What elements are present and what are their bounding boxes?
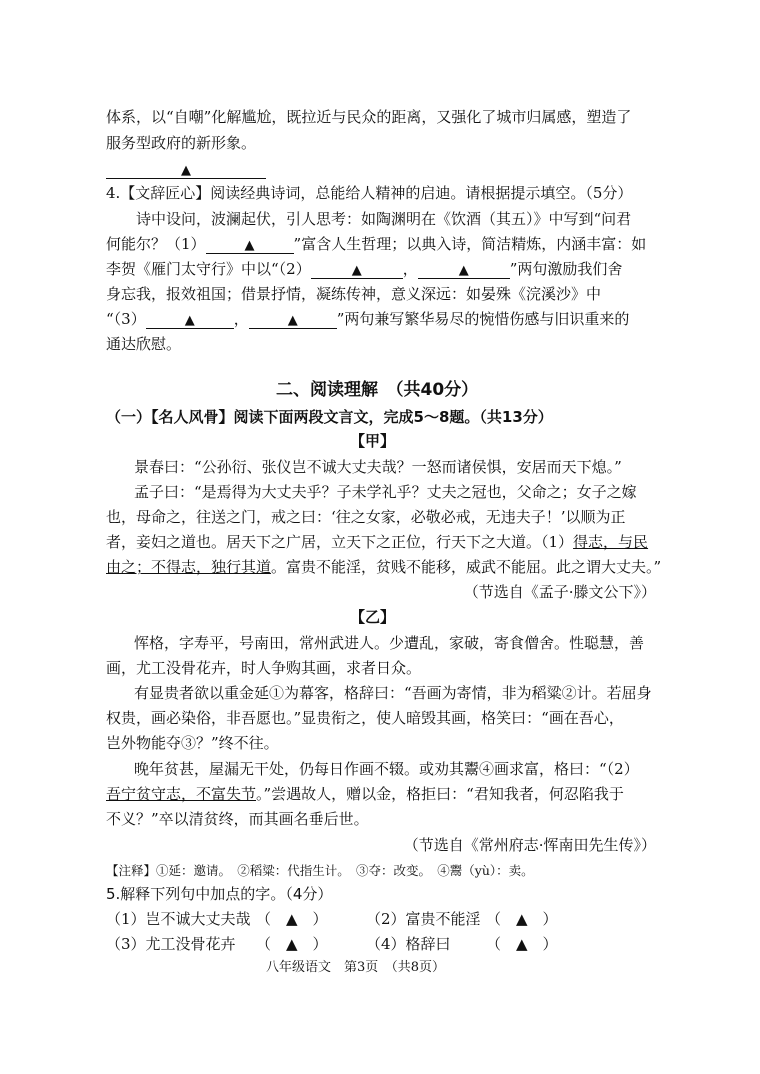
passage-a-p2-l4: 由之；不得志，独行其道。富贵不能淫，贫贱不能移，威武不能屈。此之谓大丈夫。” bbox=[106, 558, 662, 576]
section-subtitle: （一）【名人风骨】阅读下面两段文言文，完成5～8题。（共13分） bbox=[106, 408, 553, 426]
q4-text-line-5: 身忘我，报效祖国；借景抒情，凝练传神，意义深远：如晏殊《浣溪沙》中 bbox=[106, 285, 602, 303]
q4-text-line-4: 李贺《雁门太守行》中以“（2） ▲ ， ▲ ”两句激励我们舍 bbox=[106, 260, 623, 278]
passage-b-p2-l2: 权贵，画必染俗，非吾愿也。”显贵衔之，使人暗毁其画，格笑曰：“画在吾心， bbox=[106, 709, 624, 727]
passage-b-source: （节选自《常州府志·恽南田先生传》） bbox=[403, 836, 656, 854]
q4-title: 4.【文辞匠心】阅读经典诗词，总能给人精神的启迪。请根据提示填空。（5分） bbox=[106, 184, 633, 202]
passage-a-p2-l2: 也，母命之，往送之门，戒之曰：‘往之女家，必敬必戒，无违夫子！’以顺为正 bbox=[106, 508, 626, 526]
q5-answer-4[interactable]: （ ▲ ） bbox=[486, 935, 558, 953]
q4-text-line-2: 诗中设问，波澜起伏，引人思考：如陶渊明在《饮酒（其五）》中写到“问君 bbox=[136, 210, 632, 228]
passage-b-p3-l3: 不义？”卒以清贫终，而其画名垂后世。 bbox=[106, 810, 369, 828]
section-title: 二、阅读理解 （共40分） bbox=[276, 380, 479, 400]
q4-blank-1[interactable]: ▲ bbox=[206, 235, 294, 254]
q4-blank-2a[interactable]: ▲ bbox=[311, 260, 403, 279]
q5-item-4: （4）格辞曰 bbox=[366, 935, 451, 953]
passage-a-p1: 景春曰：“公孙衍、张仪岂不诚大丈夫哉？一怒而诸侯惧，安居而天下熄。” bbox=[134, 458, 622, 476]
passage-b-p1-l2: 画，尤工没骨花卉，时人争购其画，求者日众。 bbox=[106, 659, 422, 677]
annotations: 【注释】①延：邀请。 ②稻粱：代指生计。 ③夺：改变。 ④鬻（yù）：卖。 bbox=[106, 863, 534, 878]
q5-answer-1[interactable]: （ ▲ ） bbox=[256, 910, 328, 928]
q4-text-line-6: “（3） ▲ ， ▲ ”两句兼写繁华易尽的惋惜伤感与旧识重来的 bbox=[106, 310, 630, 328]
q4-text-line-3: 何能尔？（1） ▲ ”富含人生哲理；以典入诗，简洁精炼，内涵丰富：如 bbox=[106, 235, 647, 253]
q5-item-3: （3）尤工没骨花卉 bbox=[106, 935, 236, 953]
passage-b-p3-l2: 吾宁贫守志，不富失节。”尝遇故人，赠以金，格拒曰：“君知我者，何忍陷我于 bbox=[106, 785, 624, 803]
passage-b-label: 【乙】 bbox=[350, 608, 396, 626]
q5-title: 5.解释下列句中加点的字。（4分） bbox=[106, 885, 333, 903]
q5-answer-2[interactable]: （ ▲ ） bbox=[486, 910, 558, 928]
passage-b-p2-l3: 岂外物能夺③？”终不往。 bbox=[106, 734, 279, 752]
passage-a-p2-l1: 孟子曰：“是焉得为大丈夫乎？子未学礼乎？丈夫之冠也，父命之；女子之嫁 bbox=[134, 483, 637, 501]
passage-a-p2-l3: 者，妾妇之道也。居天下之广居，立天下之正位，行天下之大道。（1）得志，与民 bbox=[106, 533, 649, 551]
prev-answer-line-2: 服务型政府的新形象。 bbox=[106, 134, 257, 152]
q4-blank-3b[interactable]: ▲ bbox=[249, 310, 337, 329]
passage-a-label: 【甲】 bbox=[350, 432, 396, 450]
passage-b-p2-l1: 有显贵者欲以重金延①为幕客，格辞曰：“吾画为寄情，非为稻粱②计。若屈身 bbox=[134, 684, 652, 702]
answer-mark: ▲ bbox=[181, 163, 191, 178]
answer-blank bbox=[106, 158, 266, 180]
prev-answer-line-1: 体系，以“自嘲”化解尴尬，既拉近与民众的距离，又强化了城市归属感，塑造了 bbox=[106, 108, 632, 126]
passage-a-source: （节选自《孟子·滕文公下》） bbox=[463, 583, 656, 601]
q4-text-line-7: 通达欣慰。 bbox=[106, 335, 182, 353]
passage-b-p3-l1: 晚年贫甚，屋漏无干处，仍每日作画不辍。或劝其鬻④画求富，格曰：“（2） bbox=[134, 760, 639, 778]
q5-item-2: （2）富贵不能淫 bbox=[366, 910, 481, 928]
page-footer: 八年级语文 第3页 （共8页） bbox=[266, 960, 446, 975]
passage-b-p1-l1: 恽格，字寿平，号南田，常州武进人。少遭乱，家破，寄食僧舍。性聪慧，善 bbox=[134, 634, 645, 652]
q5-item-1: （1）岂不诚大丈夫哉 bbox=[106, 910, 251, 928]
q5-answer-3[interactable]: （ ▲ ） bbox=[256, 935, 328, 953]
q4-blank-3a[interactable]: ▲ bbox=[146, 310, 234, 329]
q4-blank-2b[interactable]: ▲ bbox=[418, 260, 510, 279]
